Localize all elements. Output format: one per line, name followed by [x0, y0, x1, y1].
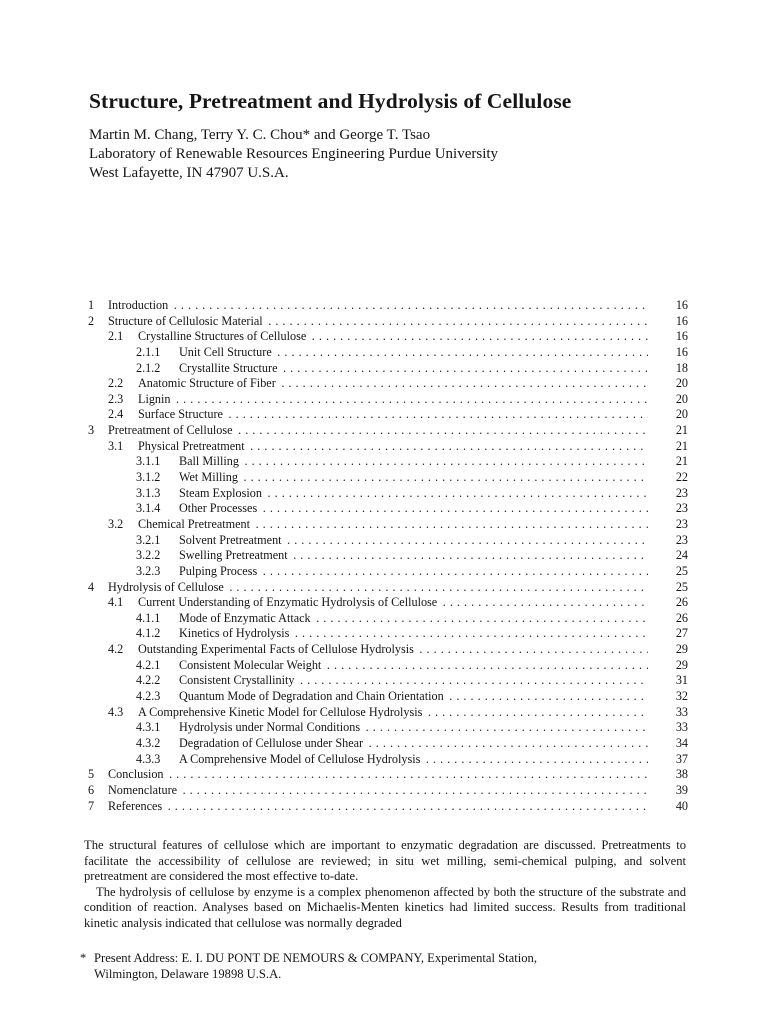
toc-page-number: 38: [675, 767, 688, 782]
footnote-line: Present Address: E. I. DU PONT DE NEMOURS & COMPANY, Experimental Station,: [94, 951, 537, 965]
abstract-paragraph: The structural features of cellulose which are important to enzymatic degradation are discussed. Pretreatments to facilitate the accessibility of cellulose are reviewed; in situ wet milling, semi-chemical pulping, and solvent pretreatment are considered the most effective to-date.: [84, 838, 686, 884]
toc-page-number: 20: [675, 391, 688, 406]
toc-section-number: 2.1.2: [136, 360, 161, 375]
toc-section-number: 4.1.2: [136, 626, 161, 641]
toc-entry-title: Hydrolysis under Normal Conditions: [179, 720, 361, 735]
toc-entry: [88, 517, 688, 533]
toc-entry: [88, 423, 688, 439]
toc-section-number: 4.3.3: [136, 751, 161, 766]
toc-entry-label: [138, 517, 648, 533]
toc-entry: [88, 439, 688, 455]
toc-page-number: 16: [675, 344, 688, 359]
footnote-marker: *: [80, 951, 87, 965]
toc-entry-label: [108, 799, 648, 815]
toc-section-number: 3.2.2: [136, 548, 161, 563]
toc-section-number: 3.1.3: [136, 485, 161, 500]
toc-entry: [88, 705, 688, 721]
toc-entry-title: Physical Pretreatment: [138, 438, 245, 453]
toc-entry: [88, 642, 688, 658]
toc-entry-title: Nomenclature: [108, 782, 178, 797]
toc-page-number: 39: [675, 782, 688, 797]
toc-entry: [88, 564, 688, 580]
toc-entry: [88, 626, 688, 642]
author-list: Martin M. Chang, Terry Y. C. Chou* and George T. Tsao: [89, 127, 431, 143]
toc-section-number: 3.2.1: [136, 532, 161, 547]
toc-section-number: 2.1.1: [136, 344, 161, 359]
affiliation-line: Laboratory of Renewable Resources Engineering Purdue University: [89, 146, 499, 162]
toc-entry-title: Wet Milling: [179, 470, 238, 485]
toc-page-number: 25: [675, 579, 688, 594]
abstract: [84, 838, 686, 932]
toc-page-number: 23: [675, 485, 688, 500]
toc-entry: [88, 736, 688, 752]
toc-entry: [88, 595, 688, 611]
toc-entry: [88, 673, 688, 689]
toc-entry: [88, 611, 688, 627]
toc-entry: [88, 752, 688, 768]
toc-page-number: 37: [675, 751, 688, 766]
toc-entry-label: [108, 783, 648, 799]
toc-entry-title: Swelling Pretreatment: [179, 548, 288, 563]
toc-page-number: 33: [675, 720, 688, 735]
toc-page-number: 21: [675, 438, 688, 453]
toc-entry: [88, 361, 688, 377]
toc-entry-title: Solvent Pretreatment: [179, 532, 282, 547]
toc-page-number: 34: [675, 735, 688, 750]
toc-page-number: 22: [675, 470, 688, 485]
toc-page-number: 32: [675, 689, 688, 704]
toc-page-number: 33: [675, 704, 688, 719]
toc-section-number: 2: [88, 313, 95, 328]
toc-section-number: 3.2.3: [136, 563, 161, 578]
toc-section-number: 3.2: [108, 516, 124, 531]
toc-section-number: 1: [88, 298, 95, 312]
toc-entry-title: Outstanding Experimental Facts of Cellulose Hydrolysis: [138, 642, 414, 657]
toc-entry: [88, 548, 688, 564]
toc-page-number: 23: [675, 532, 688, 547]
toc-entry-title: Consistent Crystallinity: [179, 673, 295, 688]
toc-entry-title: Pretreatment of Cellulose: [108, 423, 233, 438]
toc-entry-title: Ball Milling: [179, 454, 239, 469]
toc-section-number: 3.1.4: [136, 501, 161, 516]
toc-entry-label: [138, 705, 648, 721]
toc-entry: [88, 392, 688, 408]
toc-entry: [88, 501, 688, 517]
toc-entry-title: Kinetics of Hydrolysis: [179, 626, 290, 641]
toc-page-number: 29: [675, 642, 688, 657]
footnote-line: Wilmington, Delaware 19898 U.S.A.: [94, 967, 282, 981]
toc-page-number: 26: [675, 595, 688, 610]
toc-entry-title: Current Understanding of Enzymatic Hydrolysis of Cellulose: [138, 595, 438, 610]
toc-entry-label: [179, 548, 648, 564]
toc-entry-title: Steam Explosion: [179, 485, 262, 500]
toc-section-number: 3.1.2: [136, 470, 161, 485]
toc-entry-title: Crystalline Structures of Cellulose: [138, 329, 307, 344]
toc-section-number: 2.2: [108, 376, 124, 391]
toc-page-number: 21: [675, 454, 688, 469]
toc-page-number: 16: [675, 298, 688, 312]
author-block: [89, 126, 498, 183]
toc-entry-label: [179, 501, 648, 517]
toc-entry-label: [138, 407, 648, 423]
toc-section-number: 2.1: [108, 329, 124, 344]
toc-page-number: 21: [675, 423, 688, 438]
toc-entry-title: Degradation of Cellulose under Shear: [179, 735, 364, 750]
toc-entry-label: [179, 752, 648, 768]
toc-page-number: 29: [675, 657, 688, 672]
affiliation-line: West Lafayette, IN 47907 U.S.A.: [89, 165, 289, 181]
toc-section-number: 4.1: [108, 595, 124, 610]
toc-section-number: 3.1.1: [136, 454, 161, 469]
toc-entry-label: [179, 564, 648, 580]
toc-entry-title: Crystallite Structure: [179, 360, 278, 375]
toc-entry: [88, 298, 688, 314]
toc-entry: [88, 407, 688, 423]
toc-entry-title: Unit Cell Structure: [179, 344, 272, 359]
toc-entry-label: [179, 454, 648, 470]
toc-page-number: 20: [675, 376, 688, 391]
toc-entry-title: Conclusion: [108, 767, 164, 782]
toc-entry-title: A Comprehensive Model of Cellulose Hydrolysis: [179, 751, 421, 766]
toc-entry-title: Introduction: [108, 298, 169, 312]
toc-section-number: 3: [88, 423, 95, 438]
toc-entry: [88, 720, 688, 736]
toc-section-number: 4.3: [108, 704, 124, 719]
toc-entry-label: [179, 611, 648, 627]
toc-section-number: 4.3.1: [136, 720, 161, 735]
toc-entry-label: [179, 533, 648, 549]
toc-entry-title: Pulping Process: [179, 563, 258, 578]
toc-entry-label: [179, 689, 648, 705]
toc-entry: [88, 454, 688, 470]
toc-section-number: 3.1: [108, 438, 124, 453]
toc-entry-title: Hydrolysis of Cellulose: [108, 579, 224, 594]
toc-entry: [88, 470, 688, 486]
toc-entry-label: [108, 580, 648, 596]
toc-entry-title: Anatomic Structure of Fiber: [138, 376, 276, 391]
toc-entry: [88, 533, 688, 549]
toc-entry: [88, 329, 688, 345]
toc-entry-label: [179, 486, 648, 502]
toc-entry-title: Structure of Cellulosic Material: [108, 313, 263, 328]
abstract-paragraph: The hydrolysis of cellulose by enzyme is a complex phenomenon affected by both the structure of the substrate and condition of reaction. Analyses based on Michaelis-Menten kinetics had limited success. Results from traditional kinetic analysis indicated that cellulose was normally degraded: [84, 884, 686, 930]
toc-entry-label: [179, 673, 648, 689]
toc-entry-label: [179, 470, 648, 486]
toc-section-number: 2.4: [108, 407, 124, 422]
toc-entry-label: [179, 658, 648, 674]
toc-section-number: 4.2.3: [136, 689, 161, 704]
toc-section-number: 4.2.1: [136, 657, 161, 672]
toc-entry-label: [138, 439, 648, 455]
toc-page-number: 16: [675, 313, 688, 328]
toc-entry-title: Other Processes: [179, 501, 258, 516]
toc-entry-label: [108, 423, 648, 439]
toc-page-number: 27: [675, 626, 688, 641]
toc-section-number: 5: [88, 767, 95, 782]
toc-entry-label: [108, 767, 648, 783]
toc-section-number: 4.2: [108, 642, 124, 657]
toc-page-number: 18: [675, 360, 688, 375]
toc-entry: [88, 580, 688, 596]
toc-entry: [88, 314, 688, 330]
toc-entry-label: [179, 720, 648, 736]
toc-entry: [88, 689, 688, 705]
toc-entry: [88, 767, 688, 783]
toc-entry-title: Surface Structure: [138, 407, 223, 422]
toc-entry-label: [138, 329, 648, 345]
toc-page-number: 23: [675, 501, 688, 516]
toc-section-number: 7: [88, 798, 95, 813]
toc-page-number: 26: [675, 610, 688, 625]
toc-entry-title: Consistent Molecular Weight: [179, 657, 322, 672]
toc-entry: [88, 799, 688, 815]
toc-entry-title: Lignin: [138, 391, 171, 406]
toc-entry-label: [108, 314, 648, 330]
toc-page-number: 16: [675, 329, 688, 344]
toc-entry: [88, 345, 688, 361]
paper-title: Structure, Pretreatment and Hydrolysis of Cellulose: [89, 89, 572, 113]
toc-entry-label: [138, 392, 648, 408]
toc-section-number: 6: [88, 782, 95, 797]
toc-section-number: 2.3: [108, 391, 124, 406]
toc-entry: [88, 376, 688, 392]
toc-entry-title: Mode of Enzymatic Attack: [179, 610, 311, 625]
toc-entry-label: [138, 376, 648, 392]
toc-page-number: 20: [675, 407, 688, 422]
toc-entry: [88, 486, 688, 502]
toc-page-number: 31: [675, 673, 688, 688]
table-of-contents: [88, 298, 688, 814]
toc-entry: [88, 783, 688, 799]
toc-entry: [88, 658, 688, 674]
toc-entry-title: Quantum Mode of Degradation and Chain Orientation: [179, 689, 444, 704]
toc-page-number: 23: [675, 516, 688, 531]
toc-section-number: 4.3.2: [136, 735, 161, 750]
toc-entry-title: Chemical Pretreatment: [138, 516, 251, 531]
toc-entry-label: [138, 595, 648, 611]
toc-page-number: 24: [675, 548, 688, 563]
toc-section-number: 4: [88, 579, 95, 594]
toc-entry-label: [179, 345, 648, 361]
toc-page-number: 25: [675, 563, 688, 578]
toc-entry-label: [179, 736, 648, 752]
toc-entry-label: [108, 298, 648, 314]
toc-section-number: 4.1.1: [136, 610, 161, 625]
toc-entry-label: [138, 642, 648, 658]
toc-entry-label: [179, 361, 648, 377]
toc-entry-title: A Comprehensive Kinetic Model for Cellulose Hydrolysis: [138, 704, 423, 719]
toc-entry-label: [179, 626, 648, 642]
toc-entry-title: References: [108, 798, 163, 813]
toc-section-number: 4.2.2: [136, 673, 161, 688]
toc-page-number: 40: [675, 798, 688, 813]
footnote: [80, 950, 686, 982]
